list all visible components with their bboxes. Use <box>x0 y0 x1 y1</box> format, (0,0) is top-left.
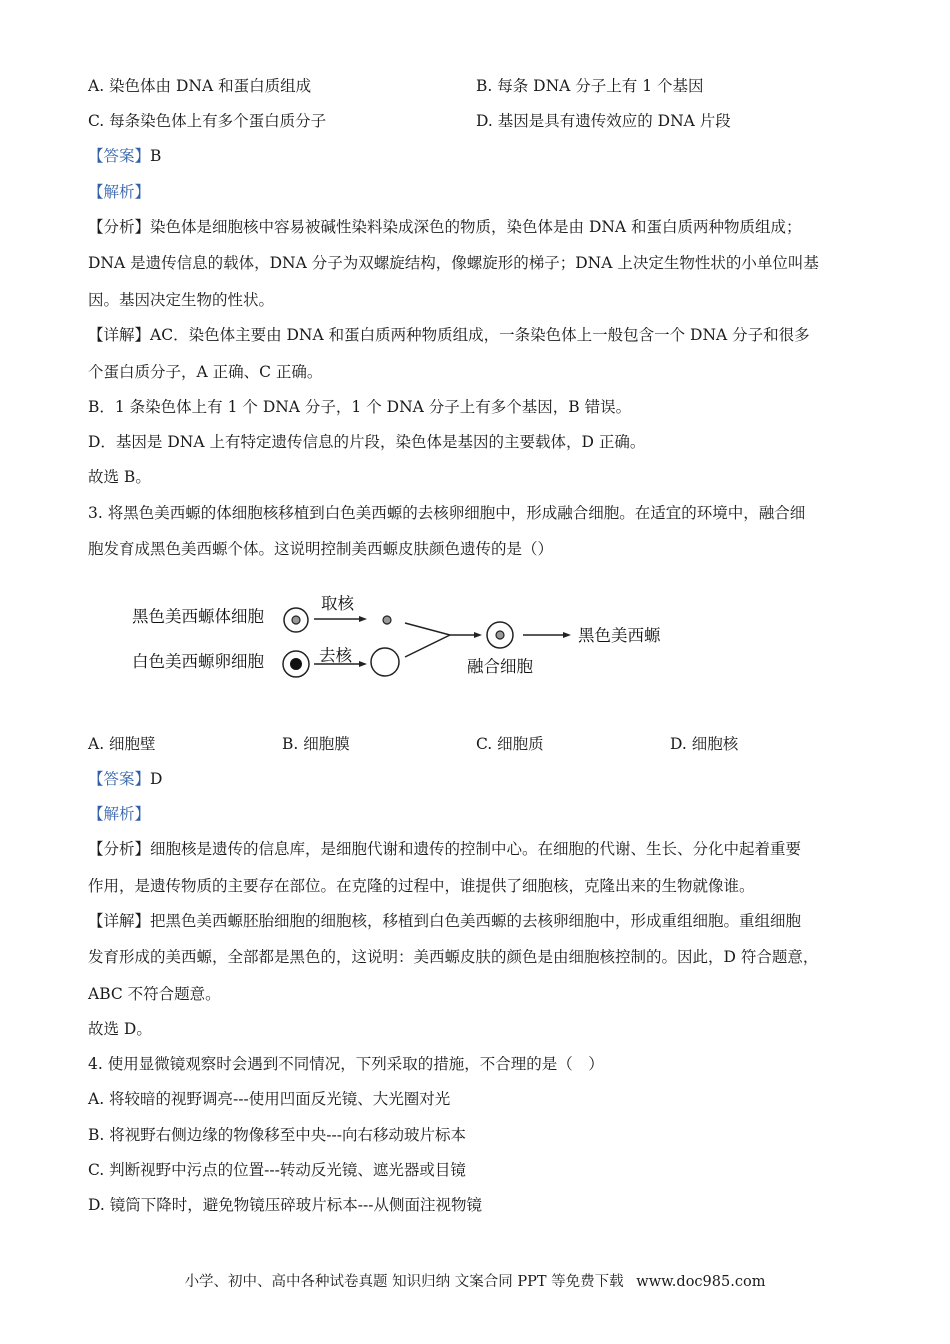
xiangjie-tag: 【详解】 <box>88 326 151 344</box>
fenxi-text: 染色体是细胞核中容易被碱性染料染成深色的物质，染色体是由 DNA 和蛋白质两种物质组成； <box>150 218 802 236</box>
q2-option-c: C. 每条染色体上有多个蛋白质分子 <box>88 112 327 130</box>
answer-value: B <box>150 147 162 165</box>
label-white-egg: 白色美西螈卵细胞 <box>132 652 264 671</box>
step-remove-nucleus: 去核 <box>319 646 352 665</box>
q4-option-d: D. 镜筒下降时，避免物镜压碎玻片标本---从侧面注视物镜 <box>88 1196 482 1214</box>
page-footer <box>0 1270 950 1291</box>
q2-option-b: B. 每条 DNA 分子上有 1 个基因 <box>476 77 704 95</box>
q3-fenxi-line-2: 作用，是遗传物质的主要存在部位。在克隆的过程中，谁提供了细胞核，克隆出来的生物就像谁。 <box>88 877 755 895</box>
merge-line-bottom <box>405 635 450 657</box>
q3-fenxi-line-1 <box>88 839 801 859</box>
step-take-nucleus: 取核 <box>321 594 354 613</box>
egg-cell-nucleus-icon <box>290 658 302 670</box>
q3-xiangjie-line-3: ABC 不符合题意。 <box>88 985 221 1003</box>
q3-stem-line-2: 胞发育成黑色美西螈个体。这说明控制美西螈皮肤颜色遗传的是（） <box>88 540 554 558</box>
footer-link[interactable]: www.doc985.com <box>636 1274 766 1290</box>
nuclear-transfer-diagram <box>120 585 680 700</box>
footer-text: 小学、初中、高中各种试卷真题 知识归纳 文案合同 PPT 等免费下载 <box>184 1274 624 1290</box>
q4-option-b: B. 将视野右侧边缘的物像移至中央---向右移动玻片标本 <box>88 1126 466 1144</box>
enucleated-egg-icon <box>371 648 399 676</box>
arrowhead-icon <box>474 632 482 638</box>
q3-xiangjie-line-2: 发育形成的美西螈，全部都是黑色的，这说明：美西螈皮肤的颜色是由细胞核控制的。因此，D 符合题意， <box>88 948 819 966</box>
q3-stem-line-1: 3. 将黑色美西螈的体细胞核移植到白色美西螈的去核卵细胞中，形成融合细胞。在适宜的环境中，融合细 <box>88 504 806 522</box>
arrowhead-icon <box>563 632 571 638</box>
arrowhead-icon <box>359 616 367 622</box>
answer-value: D <box>150 770 163 788</box>
q4-option-c: C. 判断视野中污点的位置---转动反光镜、遮光器或目镜 <box>88 1161 466 1179</box>
xiangjie-text: 把黑色美西螈胚胎细胞的细胞核，移植到白色美西螈的去核卵细胞中，形成重组细胞。重组细胞 <box>150 912 802 930</box>
arrowhead-icon <box>359 661 367 667</box>
q2-option-a: A. 染色体由 DNA 和蛋白质组成 <box>88 77 312 95</box>
answer-tag: 【答案】 <box>88 147 151 165</box>
fenxi-tag: 【分析】 <box>88 840 151 858</box>
answer-tag: 【答案】 <box>88 770 151 788</box>
label-fused-cell: 融合细胞 <box>467 657 533 676</box>
q3-option-a: A. 细胞壁 <box>88 735 156 753</box>
label-result: 黑色美西螈 <box>578 626 661 645</box>
q4-option-a: A. 将较暗的视野调亮---使用凹面反光镜、大光圈对光 <box>88 1090 451 1108</box>
xiangjie-tag: 【详解】 <box>88 912 151 930</box>
q3-jiexi-tag: 【解析】 <box>88 805 151 823</box>
q2-jiexi-tag: 【解析】 <box>88 183 151 201</box>
fenxi-tag: 【分析】 <box>88 218 151 236</box>
q3-answer <box>88 769 162 789</box>
body-cell-nucleus-icon <box>292 616 300 624</box>
q2-xiangjie-line-1 <box>88 325 810 345</box>
fenxi-text: 细胞核是遗传的信息库，是细胞代谢和遗传的控制中心。在细胞的代谢、生长、分化中起着重要 <box>150 840 802 858</box>
q3-option-c: C. 细胞质 <box>476 735 544 753</box>
fused-cell-nucleus-icon <box>496 631 504 639</box>
q2-option-d: D. 基因是具有遗传效应的 DNA 片段 <box>476 112 731 130</box>
merge-line-top <box>405 623 450 635</box>
q2-answer <box>88 146 161 166</box>
q2-fenxi-line-3: 因。基因决定生物的性状。 <box>88 291 275 309</box>
label-black-cell: 黑色美西螈体细胞 <box>132 607 264 626</box>
q2-xiangjie-line-3: B．1 条染色体上有 1 个 DNA 分子，1 个 DNA 分子上有多个基因，B 错误。 <box>88 398 632 416</box>
q2-fenxi-line-1 <box>88 217 802 237</box>
q3-xiangjie-line-1 <box>88 911 801 931</box>
extracted-nucleus-icon <box>383 616 391 624</box>
xiangjie-text: AC．染色体主要由 DNA 和蛋白质两种物质组成，一条染色体上一般包含一个 DNA 分子和很多 <box>150 326 810 344</box>
q3-option-d: D. 细胞核 <box>670 735 739 753</box>
q2-xiangjie-line-4: D．基因是 DNA 上有特定遗传信息的片段，染色体是基因的主要载体，D 正确。 <box>88 433 646 451</box>
q3-conclusion: 故选 D。 <box>88 1020 152 1038</box>
q2-xiangjie-line-2: 个蛋白质分子，A 正确、C 正确。 <box>88 363 323 381</box>
q4-stem: 4. 使用显微镜观察时会遇到不同情况，下列采取的措施，不合理的是（ ） <box>88 1055 604 1073</box>
q3-option-b: B. 细胞膜 <box>282 735 350 753</box>
q2-conclusion: 故选 B。 <box>88 468 151 486</box>
q2-fenxi-line-2: DNA 是遗传信息的载体，DNA 分子为双螺旋结构，像螺旋形的梯子；DNA 上决定生物性状的小单位叫基 <box>88 254 819 272</box>
